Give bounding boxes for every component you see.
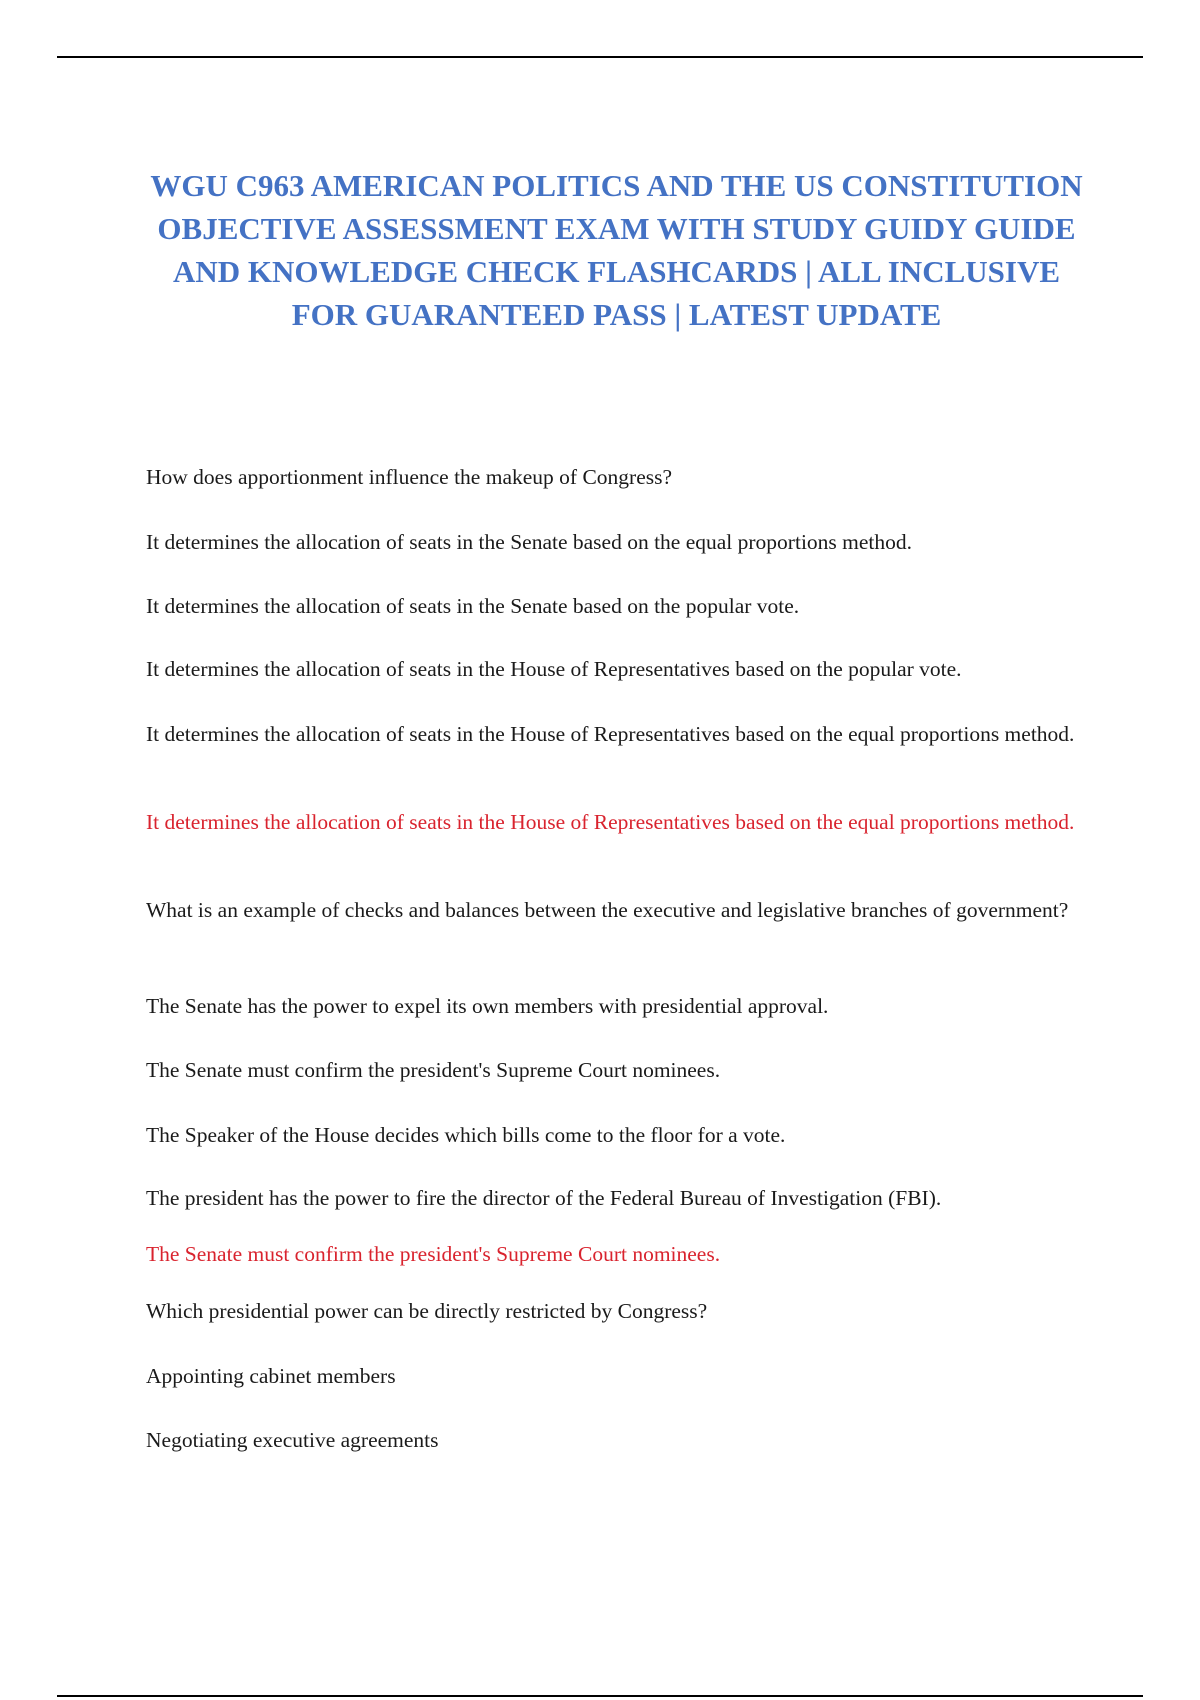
question-2-option-4: The president has the power to fire the director of the Federal Bureau of Investigation (FBI). — [146, 1186, 942, 1210]
question-1-option-4: It determines the allocation of seats in the House of Representatives based on the equal proportions method. — [146, 722, 1075, 746]
question-2-text: What is an example of checks and balances between the executive and legislative branches of government? — [146, 898, 1069, 922]
question-3-option-2: Negotiating executive agreements — [146, 1428, 439, 1452]
question-1-text: How does apportionment influence the makeup of Congress? — [146, 465, 673, 489]
question-3-option-1: Appointing cabinet members — [146, 1364, 396, 1388]
question-1-option-2: It determines the allocation of seats in the Senate based on the popular vote. — [146, 594, 800, 618]
question-2-option-3: The Speaker of the House decides which bills come to the floor for a vote. — [146, 1123, 786, 1147]
question-3-text: Which presidential power can be directly restricted by Congress? — [146, 1299, 708, 1323]
question-1-option-3: It determines the allocation of seats in the House of Representatives based on the popular vote. — [146, 657, 962, 681]
question-2-answer: The Senate must confirm the president's Supreme Court nominees. — [146, 1242, 721, 1266]
question-1-answer: It determines the allocation of seats in the House of Representatives based on the equal proportions method. — [146, 810, 1075, 834]
question-1-option-1: It determines the allocation of seats in the Senate based on the equal proportions method. — [146, 530, 913, 554]
document-title: WGU C963 AMERICAN POLITICS AND THE US CONSTITUTION OBJECTIVE ASSESSMENT EXAM WITH STUDY GUIDY GUIDE AND KNOWLEDGE CHECK FLASHCARDS | ALL INCLUSIVE FOR GUARANTEED PASS | LATEST UPDATE — [150, 168, 1083, 332]
question-2-option-1: The Senate has the power to expel its own members with presidential approval. — [146, 994, 829, 1018]
question-2-option-2: The Senate must confirm the president's Supreme Court nominees. — [146, 1058, 721, 1082]
top-rule — [57, 56, 1143, 58]
bottom-rule — [57, 1695, 1143, 1697]
